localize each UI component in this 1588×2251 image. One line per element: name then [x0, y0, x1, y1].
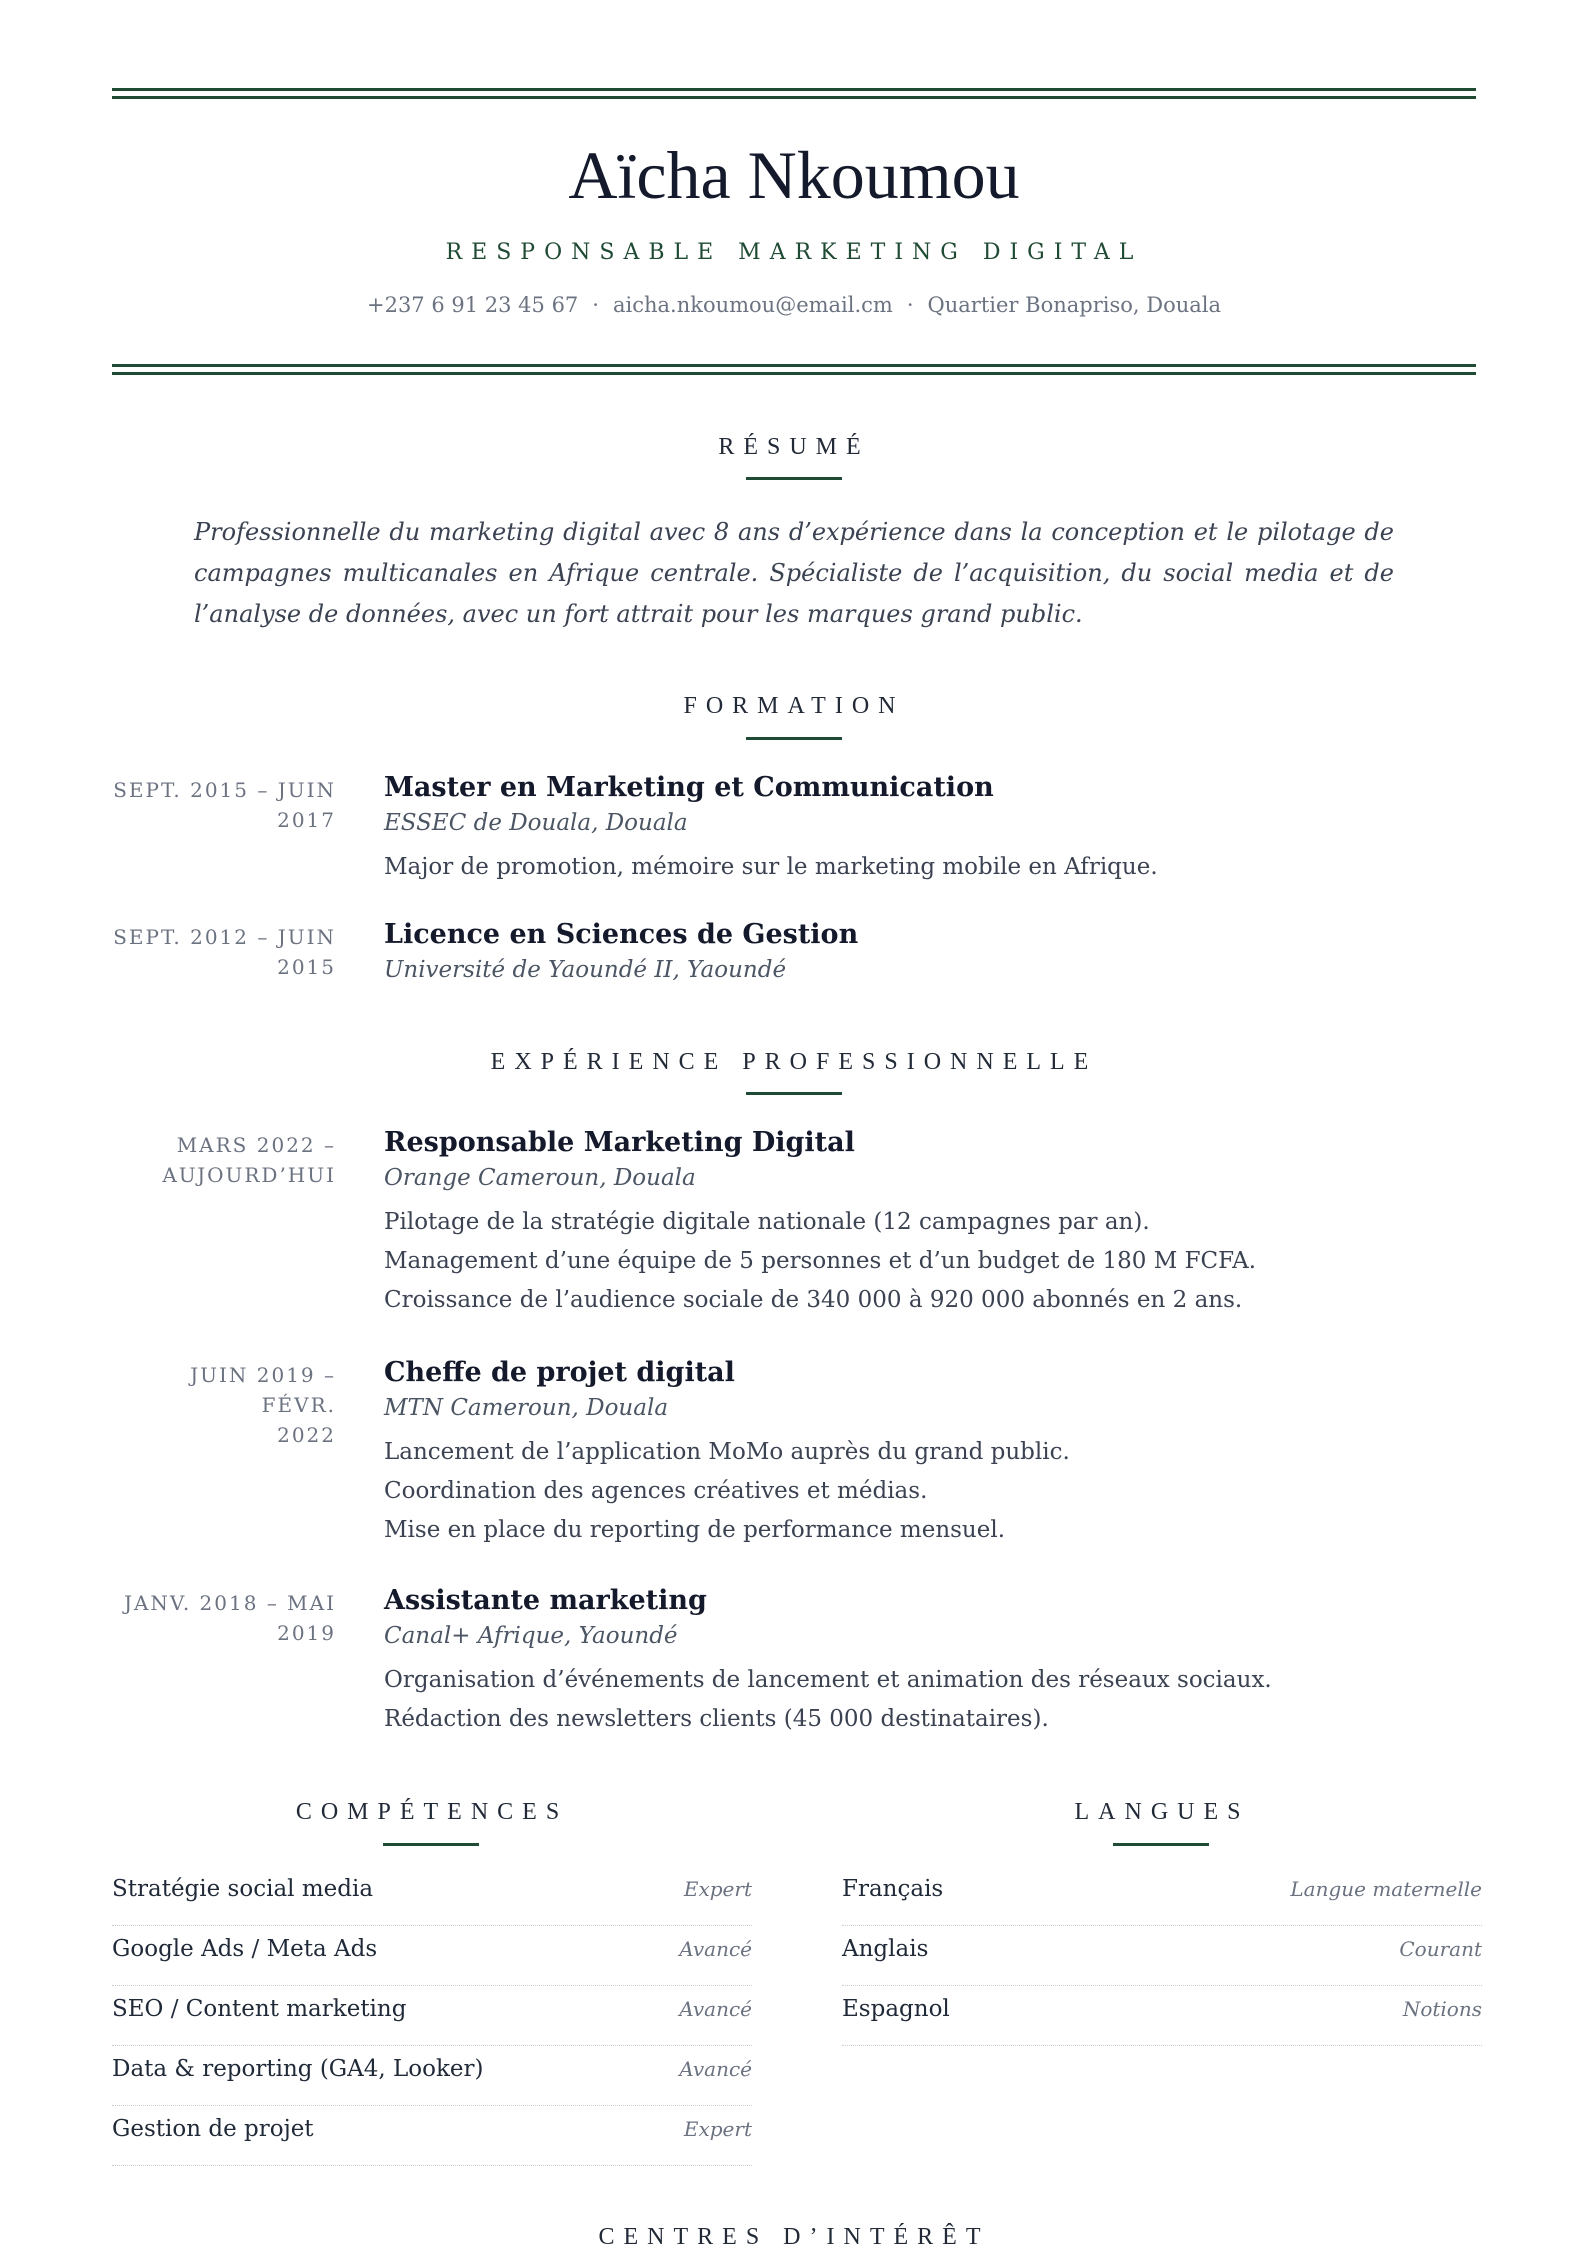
- section-title-languages: LANGUES: [1074, 1799, 1250, 1825]
- section-title-interests: CENTRES D’INTÉRÊT: [598, 2224, 990, 2250]
- entry-organization: MTN Cameroun, Douala: [384, 1395, 669, 1421]
- description-line: Mise en place du reporting de performance mensuel.: [384, 1517, 1006, 1543]
- skill-level: Expert: [683, 1877, 752, 1901]
- skill-row: [112, 2046, 752, 2106]
- date-end: 2019: [277, 1621, 336, 1645]
- skill-name: Data & reporting (GA4, Looker): [112, 2056, 484, 2082]
- entry-title: Responsable Marketing Digital: [384, 1127, 855, 1158]
- skill-name: Stratégie social media: [112, 1876, 374, 1902]
- language-level: Courant: [1399, 1937, 1482, 1961]
- address: Quartier Bonapriso, Douala: [927, 293, 1221, 317]
- description-line: Management d’une équipe de 5 personnes et d’un budget de 180 M FCFA.: [384, 1248, 1257, 1274]
- section-underline: [746, 1092, 842, 1095]
- description-line: Major de promotion, mémoire sur le marketing mobile en Afrique.: [384, 854, 1158, 880]
- experience-date: [108, 1360, 336, 1450]
- skill-row: [112, 1926, 752, 1986]
- email[interactable]: aicha.nkoumou@email.cm: [612, 293, 893, 317]
- experience-entry: [384, 1355, 1484, 1550]
- date-end: AUJOURD’HUI: [162, 1163, 336, 1187]
- date-start: SEPT. 2012 – JUIN: [113, 925, 336, 949]
- job-title: RESPONSABLE MARKETING DIGITAL: [445, 240, 1143, 265]
- summary-text: Professionnelle du marketing digital avec 8 ans d’expérience dans la conception et le pilotage de campagnes multicanales en Afrique centrale. Spécialiste de l’acquisition, du social media et de l’analyse de données, avec un fort attrait pour les marques grand public.: [194, 518, 1394, 628]
- section-underline: [746, 737, 842, 740]
- section-title-summary: RÉSUMÉ: [718, 434, 870, 460]
- description-line: Lancement de l’application MoMo auprès du grand public.: [384, 1439, 1070, 1465]
- date-end: 2015: [277, 955, 336, 979]
- header-bottom-rule: [112, 364, 1476, 375]
- entry-organization: Université de Yaoundé II, Yaoundé: [384, 957, 787, 983]
- language-level: Notions: [1402, 1997, 1482, 2021]
- languages-list: [842, 1866, 1482, 2046]
- entry-title: Cheffe de projet digital: [384, 1357, 735, 1388]
- description-line: Coordination des agences créatives et médias.: [384, 1478, 928, 1504]
- language-level: Langue maternelle: [1290, 1877, 1482, 1901]
- education-date: [108, 922, 336, 982]
- description-line: Pilotage de la stratégie digitale nationale (12 campagnes par an).: [384, 1209, 1150, 1235]
- date-end: 2022: [277, 1423, 336, 1447]
- education-entry: [384, 917, 1484, 987]
- entry-title: Assistante marketing: [384, 1585, 707, 1616]
- experience-entry: [384, 1583, 1484, 1739]
- entry-description: [384, 1661, 1484, 1739]
- contact-separator: ·: [906, 293, 914, 317]
- skill-row: [112, 2106, 752, 2166]
- language-name: Français: [842, 1876, 944, 1902]
- language-row: [842, 1866, 1482, 1926]
- date-start: SEPT. 2015 – JUIN: [113, 778, 336, 802]
- contact-separator: ·: [592, 293, 599, 317]
- language-name: Espagnol: [842, 1996, 950, 2022]
- phone: +237 6 91 23 45 67: [366, 293, 579, 317]
- experience-entry: [384, 1125, 1484, 1320]
- date-start: JANV. 2018 – MAI: [123, 1591, 336, 1615]
- education-entry: [384, 770, 1484, 887]
- skill-level: Avancé: [679, 1997, 752, 2021]
- skill-level: Avancé: [679, 2057, 752, 2081]
- candidate-name: Aïcha Nkoumou: [568, 137, 1020, 213]
- header-top-rule: [112, 88, 1476, 99]
- date-start: JUIN 2019 – FÉVR.: [190, 1363, 336, 1417]
- section-underline: [1113, 1843, 1209, 1846]
- entry-description: [384, 1433, 1484, 1550]
- skill-row: [112, 1986, 752, 2046]
- section-title-education: FORMATION: [683, 693, 905, 719]
- entry-title: Licence en Sciences de Gestion: [384, 919, 859, 950]
- skill-level: Expert: [683, 2117, 752, 2141]
- section-title-skills: COMPÉTENCES: [295, 1799, 569, 1825]
- skill-row: [112, 1866, 752, 1926]
- entry-title: Master en Marketing et Communication: [384, 772, 994, 803]
- language-row: [842, 1926, 1482, 1986]
- section-underline: [383, 1843, 479, 1846]
- experience-date: [108, 1130, 336, 1190]
- skill-name: Google Ads / Meta Ads: [112, 1936, 378, 1962]
- skill-level: Avancé: [679, 1937, 752, 1961]
- description-line: Croissance de l’audience sociale de 340 000 à 920 000 abonnés en 2 ans.: [384, 1287, 1243, 1313]
- section-underline: [746, 477, 842, 480]
- section-title-experience: EXPÉRIENCE PROFESSIONNELLE: [490, 1049, 1098, 1075]
- entry-organization: Canal+ Afrique, Yaoundé: [384, 1623, 678, 1649]
- date-end: 2017: [277, 808, 336, 832]
- description-line: Organisation d’événements de lancement et animation des réseaux sociaux.: [384, 1667, 1272, 1693]
- entry-organization: Orange Cameroun, Douala: [384, 1165, 696, 1191]
- experience-date: [108, 1588, 336, 1648]
- entry-description: [384, 1203, 1484, 1320]
- education-date: [108, 775, 336, 835]
- description-line: Rédaction des newsletters clients (45 000 destinataires).: [384, 1706, 1049, 1732]
- entry-description: [384, 848, 1484, 887]
- date-start: MARS 2022 –: [176, 1133, 336, 1157]
- skill-name: Gestion de projet: [112, 2116, 314, 2142]
- skills-list: [112, 1866, 752, 2166]
- language-name: Anglais: [842, 1936, 929, 1962]
- contact-line: [0, 293, 1588, 317]
- entry-organization: ESSEC de Douala, Douala: [384, 810, 688, 836]
- skill-name: SEO / Content marketing: [112, 1996, 407, 2022]
- language-row: [842, 1986, 1482, 2046]
